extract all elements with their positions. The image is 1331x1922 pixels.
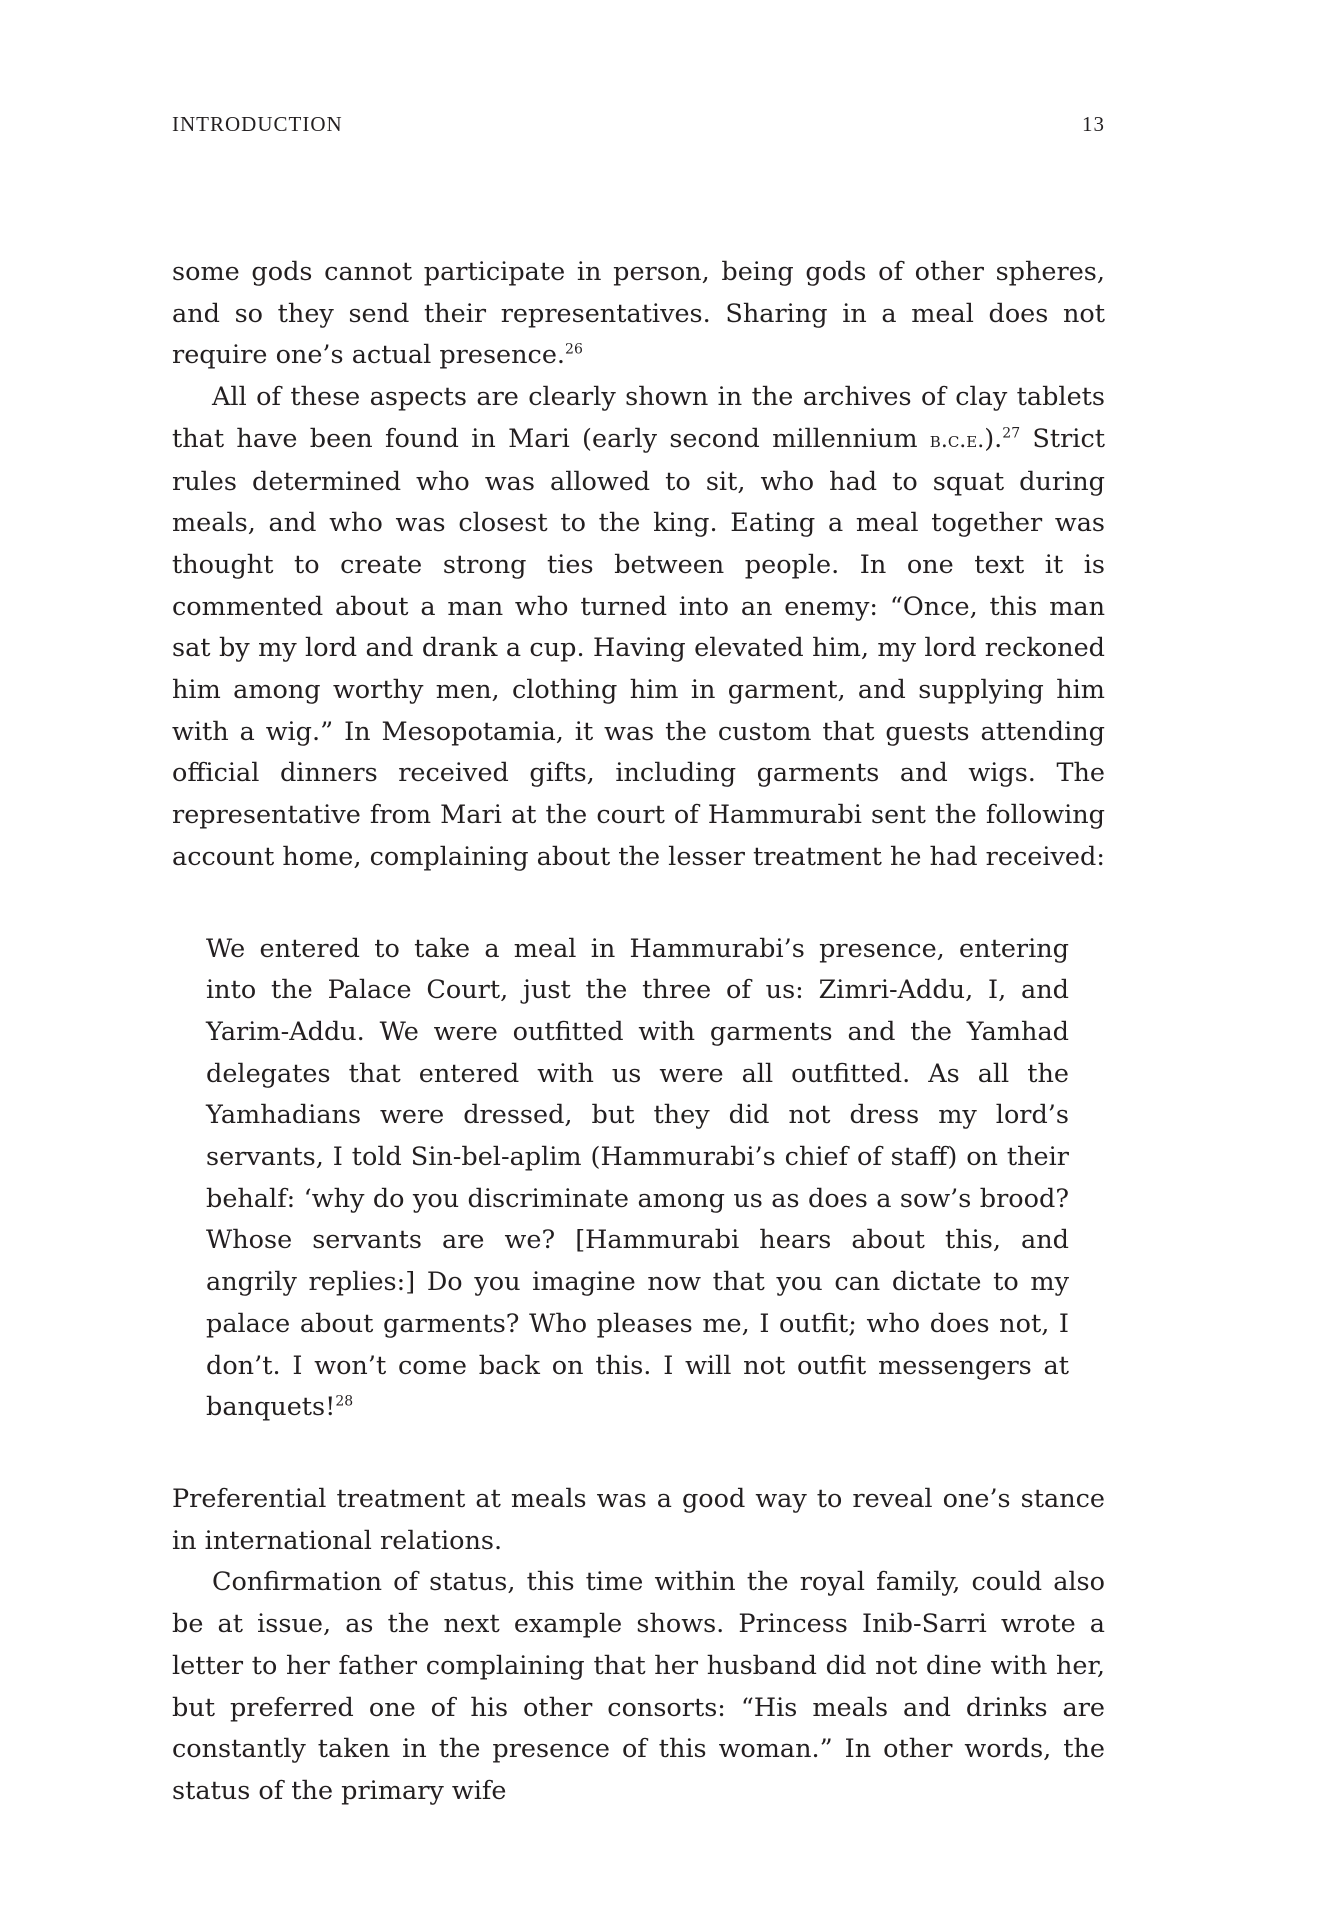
block-quote [206,929,1069,1429]
main-text [172,252,1105,1813]
paragraph-3 [172,1479,1105,1562]
running-title: INTRODUCTION [172,112,343,136]
paragraph-3-text: Preferential treatment at meals was a good way to reveal one’s stance in international relations. [172,1483,1105,1556]
paragraph-2-text-b: ). [984,423,1003,454]
block-quote-text: We entered to take a meal in Hammurabi’s presence, entering into the Palace Court, just the three of us: Zimri-Addu, I, and Yarim-Addu. We were outfitted with garments and the Yamhad delegates that entered with us were all outfitted. As all the Yamhadians were dressed, but they did not dress my lord’s servants, I told Sin-bel-aplim (Hammurabi’s chief of staff) on their behalf: ‘why do you discriminate among us as does a sow’s brood? Whose servants are we? [Hammurabi hears about this, and angrily replies:] Do you imagine now that you can dictate to my palace about garments? Who pleases me, I outfit; who does not, I don’t. I won’t come back on this. I will not outfit messengers at banquets! [206,933,1069,1423]
paragraph-2-text-a: All of these aspects are clearly shown in the archives of clay tablets that have been found in Mari (early second millennium [172,382,1105,454]
running-head [172,112,1105,137]
footnote-ref-28: 28 [335,1393,354,1410]
paragraph-2-text-c: Strict rules determined who was allowed to sit, who had to squat during meals, and who was closest to the king. Eating a meal together was thought to create strong ties between people. In one text it is commented about a man who turned into an enemy: “Once, this man sat by my lord and drank a cup. Having elevated him, my lord reckoned him among worthy men, clothing him in garment, and supplying him with a wig.” In Mesopotamia, it was the custom that guests attending official dinners received gifts, including garments and wigs. The representative from Mari at the court of Hammurabi sent the following account home, complaining about the lesser treatment he had received: [172,423,1105,872]
paragraph-4 [172,1562,1105,1812]
paragraph-2 [172,377,1105,878]
paragraph-4-text: Confirmation of status, this time within the royal family, could also be at issue, as the next example shows. Princess Inib-Sarri wrote a letter to her father complaining that her husband did not dine with her, but preferred one of his other consorts: “His meals and drinks are constantly taken in the presence of this woman.” In other words, the status of the primary wife [172,1567,1105,1806]
paragraph-1 [172,252,1105,377]
footnote-ref-26: 26 [565,341,583,358]
era-abbreviation: b.c.e. [929,427,985,453]
footnote-ref-27: 27 [1002,425,1021,442]
paragraph-1-text: some gods cannot participate in person, being gods of other spheres, and so they send their representatives. Sharing in a meal does not require one’s actual presence. [172,257,1105,371]
page-number: 13 [1082,112,1105,136]
